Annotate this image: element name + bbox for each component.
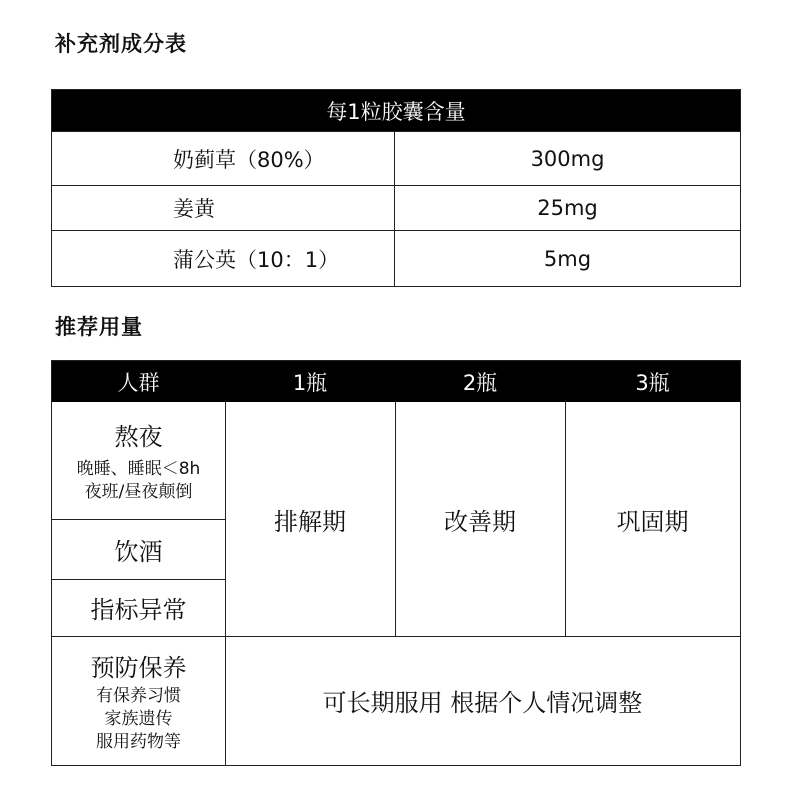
group-title: 饮酒 <box>114 537 163 566</box>
group-note: 有保养习惯 <box>96 685 181 706</box>
group-note: 家族遗传 <box>104 708 173 729</box>
dosage-section-title: 推荐用量 <box>55 315 143 339</box>
header-2-bottles: 2瓶 <box>462 370 498 395</box>
ingredients-section-title: 补充剂成分表 <box>55 32 187 56</box>
ingredient-amount: 25mg <box>537 196 598 220</box>
long-term-usage: 可长期服用 根据个人情况调整 <box>322 689 643 717</box>
table-row <box>52 230 740 286</box>
group-abnormal-indicators <box>52 579 225 636</box>
ingredients-table <box>51 89 741 287</box>
header-group: 人群 <box>117 370 160 395</box>
ingredient-name: 奶蓟草（80%） <box>52 132 395 185</box>
ingredient-amount: 5mg <box>543 246 592 271</box>
phase-3: 巩固期 <box>616 507 689 536</box>
group-note: 服用药物等 <box>96 731 181 752</box>
group-note: 夜班/昼夜颠倒 <box>84 482 193 502</box>
group-title: 预防保养 <box>90 653 187 682</box>
dosage-table <box>51 360 741 766</box>
table-row <box>52 185 740 230</box>
group-note: 晚睡、睡眠＜8h <box>76 459 201 479</box>
ingredient-name: 姜黄 <box>52 186 395 230</box>
phase-1: 排解期 <box>274 507 346 536</box>
header-1-bottle: 1瓶 <box>292 370 328 395</box>
header-3-bottles: 3瓶 <box>635 370 670 395</box>
group-prevention <box>52 636 225 765</box>
ingredient-name: 蒲公英（10：1） <box>52 231 395 286</box>
table-row <box>52 131 740 185</box>
group-drinking <box>52 519 225 579</box>
dosage-table-header <box>52 361 740 402</box>
ingredients-table-header: 每1粒胶囊含量 <box>52 90 740 131</box>
group-late-night <box>52 402 225 519</box>
ingredient-amount: 300mg <box>530 146 605 171</box>
group-title: 熬夜 <box>114 423 163 451</box>
phase-2: 改善期 <box>444 507 516 536</box>
group-title: 指标异常 <box>90 596 187 624</box>
